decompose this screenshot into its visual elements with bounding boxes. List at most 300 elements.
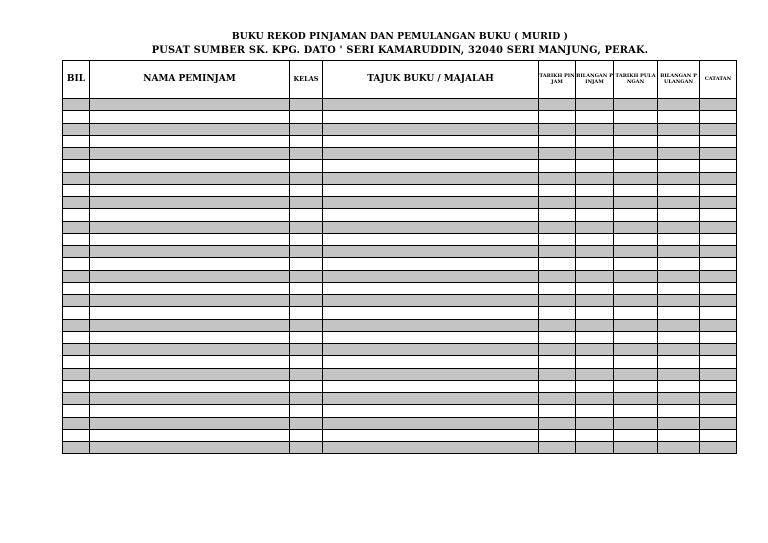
cell-bilangan-pulangan bbox=[658, 319, 700, 331]
cell-kelas bbox=[290, 233, 323, 245]
cell-catatan bbox=[700, 442, 737, 454]
cell-bilangan-pinjam bbox=[576, 221, 614, 233]
cell-bil bbox=[63, 135, 90, 147]
cell-tarikh-pulangan bbox=[614, 356, 658, 368]
col-header-catatan: CATATAN bbox=[700, 61, 737, 99]
cell-tajuk bbox=[323, 319, 539, 331]
cell-tarikh-pinjam bbox=[539, 442, 576, 454]
cell-bil bbox=[63, 442, 90, 454]
cell-bil bbox=[63, 246, 90, 258]
cell-kelas bbox=[290, 258, 323, 270]
cell-tarikh-pulangan bbox=[614, 417, 658, 429]
cell-bil bbox=[63, 417, 90, 429]
cell-kelas bbox=[290, 282, 323, 294]
cell-tarikh-pulangan bbox=[614, 148, 658, 160]
cell-tarikh-pinjam bbox=[539, 393, 576, 405]
cell-tarikh-pinjam bbox=[539, 368, 576, 380]
cell-bilangan-pulangan bbox=[658, 111, 700, 123]
cell-bil bbox=[63, 282, 90, 294]
cell-catatan bbox=[700, 307, 737, 319]
cell-nama-peminjam bbox=[90, 135, 290, 147]
cell-catatan bbox=[700, 99, 737, 111]
cell-nama-peminjam bbox=[90, 184, 290, 196]
cell-tajuk bbox=[323, 393, 539, 405]
table-row bbox=[63, 246, 737, 258]
cell-nama-peminjam bbox=[90, 270, 290, 282]
cell-kelas bbox=[290, 295, 323, 307]
table-row bbox=[63, 160, 737, 172]
cell-bilangan-pinjam bbox=[576, 258, 614, 270]
cell-kelas bbox=[290, 307, 323, 319]
cell-bilangan-pulangan bbox=[658, 221, 700, 233]
cell-tajuk bbox=[323, 221, 539, 233]
cell-bilangan-pinjam bbox=[576, 123, 614, 135]
header-row bbox=[63, 61, 737, 99]
cell-kelas bbox=[290, 111, 323, 123]
cell-tarikh-pinjam bbox=[539, 148, 576, 160]
col-header-tarikh-pinjam: TARIKH PINJAM bbox=[539, 61, 576, 99]
cell-kelas bbox=[290, 331, 323, 343]
cell-kelas bbox=[290, 221, 323, 233]
cell-bilangan-pulangan bbox=[658, 123, 700, 135]
cell-tarikh-pinjam bbox=[539, 270, 576, 282]
cell-bilangan-pinjam bbox=[576, 135, 614, 147]
cell-bilangan-pulangan bbox=[658, 368, 700, 380]
cell-tarikh-pinjam bbox=[539, 307, 576, 319]
cell-tarikh-pinjam bbox=[539, 356, 576, 368]
cell-kelas bbox=[290, 442, 323, 454]
cell-bil bbox=[63, 356, 90, 368]
table-row bbox=[63, 282, 737, 294]
cell-tarikh-pinjam bbox=[539, 197, 576, 209]
cell-nama-peminjam bbox=[90, 295, 290, 307]
cell-kelas bbox=[290, 123, 323, 135]
cell-bilangan-pinjam bbox=[576, 246, 614, 258]
cell-bilangan-pinjam bbox=[576, 356, 614, 368]
col-header-bil: BIL bbox=[63, 61, 90, 99]
cell-nama-peminjam bbox=[90, 356, 290, 368]
col-header-nama-peminjam: NAMA PEMINJAM bbox=[90, 61, 290, 99]
form-title: BUKU REKOD PINJAMAN DAN PEMULANGAN BUKU ( MURID ) bbox=[231, 31, 569, 42]
cell-bilangan-pinjam bbox=[576, 295, 614, 307]
cell-bilangan-pinjam bbox=[576, 282, 614, 294]
cell-tarikh-pulangan bbox=[614, 160, 658, 172]
cell-bil bbox=[63, 172, 90, 184]
cell-bilangan-pulangan bbox=[658, 417, 700, 429]
cell-tajuk bbox=[323, 368, 539, 380]
table-row bbox=[63, 148, 737, 160]
cell-catatan bbox=[700, 344, 737, 356]
cell-bilangan-pulangan bbox=[658, 197, 700, 209]
cell-nama-peminjam bbox=[90, 148, 290, 160]
cell-bilangan-pinjam bbox=[576, 99, 614, 111]
cell-kelas bbox=[290, 429, 323, 441]
cell-tarikh-pinjam bbox=[539, 417, 576, 429]
cell-bilangan-pinjam bbox=[576, 393, 614, 405]
cell-tajuk bbox=[323, 209, 539, 221]
table-row bbox=[63, 172, 737, 184]
cell-tajuk bbox=[323, 111, 539, 123]
cell-nama-peminjam bbox=[90, 123, 290, 135]
cell-nama-peminjam bbox=[90, 368, 290, 380]
cell-bilangan-pulangan bbox=[658, 209, 700, 221]
cell-tarikh-pinjam bbox=[539, 344, 576, 356]
col-header-tajuk: TAJUK BUKU / MAJALAH bbox=[323, 61, 539, 99]
cell-kelas bbox=[290, 344, 323, 356]
table-row bbox=[63, 405, 737, 417]
cell-tarikh-pinjam bbox=[539, 295, 576, 307]
cell-bil bbox=[63, 380, 90, 392]
cell-tarikh-pulangan bbox=[614, 221, 658, 233]
cell-tarikh-pinjam bbox=[539, 123, 576, 135]
cell-tarikh-pinjam bbox=[539, 380, 576, 392]
cell-catatan bbox=[700, 160, 737, 172]
cell-bilangan-pinjam bbox=[576, 417, 614, 429]
cell-tajuk bbox=[323, 344, 539, 356]
cell-nama-peminjam bbox=[90, 307, 290, 319]
table-row bbox=[63, 307, 737, 319]
table-row bbox=[63, 221, 737, 233]
cell-catatan bbox=[700, 258, 737, 270]
table-row bbox=[63, 270, 737, 282]
cell-catatan bbox=[700, 221, 737, 233]
cell-tarikh-pulangan bbox=[614, 405, 658, 417]
table-row bbox=[63, 344, 737, 356]
col-header-tarikh-pulangan: TARIKH PULANGAN bbox=[614, 61, 658, 99]
table-row bbox=[63, 209, 737, 221]
cell-kelas bbox=[290, 99, 323, 111]
cell-tajuk bbox=[323, 184, 539, 196]
cell-nama-peminjam bbox=[90, 429, 290, 441]
cell-bil bbox=[63, 160, 90, 172]
cell-bil bbox=[63, 197, 90, 209]
cell-bilangan-pinjam bbox=[576, 331, 614, 343]
cell-catatan bbox=[700, 197, 737, 209]
cell-bilangan-pulangan bbox=[658, 442, 700, 454]
cell-catatan bbox=[700, 295, 737, 307]
cell-tarikh-pulangan bbox=[614, 258, 658, 270]
cell-nama-peminjam bbox=[90, 417, 290, 429]
table-row bbox=[63, 393, 737, 405]
cell-bilangan-pulangan bbox=[658, 295, 700, 307]
cell-catatan bbox=[700, 429, 737, 441]
cell-bilangan-pinjam bbox=[576, 429, 614, 441]
cell-tajuk bbox=[323, 307, 539, 319]
col-header-kelas: KELAS bbox=[290, 61, 323, 99]
cell-bil bbox=[63, 393, 90, 405]
cell-nama-peminjam bbox=[90, 172, 290, 184]
cell-bilangan-pinjam bbox=[576, 270, 614, 282]
table-row bbox=[63, 111, 737, 123]
cell-bilangan-pulangan bbox=[658, 184, 700, 196]
cell-bil bbox=[63, 344, 90, 356]
cell-kelas bbox=[290, 148, 323, 160]
cell-tarikh-pinjam bbox=[539, 405, 576, 417]
cell-bilangan-pinjam bbox=[576, 405, 614, 417]
cell-tarikh-pulangan bbox=[614, 172, 658, 184]
cell-tarikh-pinjam bbox=[539, 111, 576, 123]
cell-tajuk bbox=[323, 135, 539, 147]
cell-tajuk bbox=[323, 417, 539, 429]
table-body bbox=[63, 99, 737, 454]
cell-tajuk bbox=[323, 123, 539, 135]
cell-catatan bbox=[700, 393, 737, 405]
cell-catatan bbox=[700, 270, 737, 282]
cell-catatan bbox=[700, 172, 737, 184]
cell-tajuk bbox=[323, 282, 539, 294]
table-row bbox=[63, 319, 737, 331]
cell-bilangan-pulangan bbox=[658, 233, 700, 245]
cell-bil bbox=[63, 295, 90, 307]
cell-bilangan-pinjam bbox=[576, 148, 614, 160]
cell-bilangan-pulangan bbox=[658, 99, 700, 111]
cell-tarikh-pulangan bbox=[614, 209, 658, 221]
cell-bilangan-pulangan bbox=[658, 148, 700, 160]
table-row bbox=[63, 184, 737, 196]
cell-bilangan-pulangan bbox=[658, 331, 700, 343]
cell-tajuk bbox=[323, 160, 539, 172]
cell-bilangan-pinjam bbox=[576, 184, 614, 196]
cell-nama-peminjam bbox=[90, 319, 290, 331]
cell-tajuk bbox=[323, 258, 539, 270]
cell-bilangan-pulangan bbox=[658, 380, 700, 392]
cell-tajuk bbox=[323, 270, 539, 282]
cell-bilangan-pinjam bbox=[576, 160, 614, 172]
table-row bbox=[63, 233, 737, 245]
table-row bbox=[63, 197, 737, 209]
cell-kelas bbox=[290, 172, 323, 184]
table-row bbox=[63, 417, 737, 429]
cell-bilangan-pinjam bbox=[576, 111, 614, 123]
cell-catatan bbox=[700, 246, 737, 258]
cell-catatan bbox=[700, 148, 737, 160]
cell-tarikh-pulangan bbox=[614, 442, 658, 454]
cell-nama-peminjam bbox=[90, 246, 290, 258]
cell-bil bbox=[63, 99, 90, 111]
cell-tarikh-pulangan bbox=[614, 282, 658, 294]
cell-nama-peminjam bbox=[90, 197, 290, 209]
cell-tajuk bbox=[323, 429, 539, 441]
cell-kelas bbox=[290, 209, 323, 221]
cell-bilangan-pulangan bbox=[658, 356, 700, 368]
cell-bil bbox=[63, 429, 90, 441]
cell-nama-peminjam bbox=[90, 233, 290, 245]
cell-tarikh-pinjam bbox=[539, 282, 576, 294]
cell-catatan bbox=[700, 111, 737, 123]
cell-kelas bbox=[290, 417, 323, 429]
cell-bilangan-pulangan bbox=[658, 282, 700, 294]
cell-tarikh-pinjam bbox=[539, 209, 576, 221]
cell-bil bbox=[63, 184, 90, 196]
cell-tarikh-pulangan bbox=[614, 344, 658, 356]
cell-kelas bbox=[290, 319, 323, 331]
cell-tajuk bbox=[323, 148, 539, 160]
cell-bilangan-pulangan bbox=[658, 393, 700, 405]
table-row bbox=[63, 135, 737, 147]
cell-catatan bbox=[700, 319, 737, 331]
cell-bil bbox=[63, 258, 90, 270]
cell-kelas bbox=[290, 135, 323, 147]
cell-bilangan-pinjam bbox=[576, 380, 614, 392]
cell-tarikh-pinjam bbox=[539, 160, 576, 172]
table-row bbox=[63, 99, 737, 111]
cell-bil bbox=[63, 233, 90, 245]
cell-tajuk bbox=[323, 172, 539, 184]
cell-kelas bbox=[290, 197, 323, 209]
table-row bbox=[63, 295, 737, 307]
cell-bilangan-pulangan bbox=[658, 405, 700, 417]
cell-bilangan-pinjam bbox=[576, 209, 614, 221]
cell-tarikh-pinjam bbox=[539, 319, 576, 331]
cell-tajuk bbox=[323, 331, 539, 343]
cell-tarikh-pulangan bbox=[614, 429, 658, 441]
cell-tarikh-pinjam bbox=[539, 331, 576, 343]
cell-bil bbox=[63, 405, 90, 417]
cell-tarikh-pulangan bbox=[614, 270, 658, 282]
form-subtitle: PUSAT SUMBER SK. KPG. DATO ' SERI KAMARUDDIN, 32040 SERI MANJUNG, PERAK. bbox=[151, 45, 649, 56]
cell-bilangan-pulangan bbox=[658, 172, 700, 184]
cell-tarikh-pulangan bbox=[614, 393, 658, 405]
cell-kelas bbox=[290, 184, 323, 196]
cell-tajuk bbox=[323, 380, 539, 392]
cell-kelas bbox=[290, 380, 323, 392]
cell-bilangan-pulangan bbox=[658, 246, 700, 258]
cell-catatan bbox=[700, 135, 737, 147]
cell-tarikh-pulangan bbox=[614, 319, 658, 331]
cell-tarikh-pulangan bbox=[614, 246, 658, 258]
cell-catatan bbox=[700, 233, 737, 245]
cell-tarikh-pinjam bbox=[539, 246, 576, 258]
cell-tarikh-pulangan bbox=[614, 135, 658, 147]
cell-tajuk bbox=[323, 405, 539, 417]
cell-tarikh-pulangan bbox=[614, 380, 658, 392]
cell-bilangan-pinjam bbox=[576, 307, 614, 319]
cell-bilangan-pinjam bbox=[576, 368, 614, 380]
table-row bbox=[63, 331, 737, 343]
cell-bilangan-pulangan bbox=[658, 344, 700, 356]
cell-tarikh-pinjam bbox=[539, 258, 576, 270]
cell-catatan bbox=[700, 368, 737, 380]
cell-tarikh-pulangan bbox=[614, 99, 658, 111]
cell-tarikh-pinjam bbox=[539, 172, 576, 184]
cell-kelas bbox=[290, 405, 323, 417]
cell-tarikh-pulangan bbox=[614, 123, 658, 135]
table-row bbox=[63, 380, 737, 392]
cell-bil bbox=[63, 319, 90, 331]
cell-nama-peminjam bbox=[90, 221, 290, 233]
cell-nama-peminjam bbox=[90, 258, 290, 270]
cell-bil bbox=[63, 123, 90, 135]
cell-bilangan-pulangan bbox=[658, 429, 700, 441]
cell-nama-peminjam bbox=[90, 331, 290, 343]
cell-nama-peminjam bbox=[90, 405, 290, 417]
cell-catatan bbox=[700, 356, 737, 368]
cell-kelas bbox=[290, 160, 323, 172]
cell-nama-peminjam bbox=[90, 442, 290, 454]
cell-tajuk bbox=[323, 233, 539, 245]
cell-tarikh-pulangan bbox=[614, 368, 658, 380]
table-row bbox=[63, 258, 737, 270]
cell-nama-peminjam bbox=[90, 282, 290, 294]
col-header-bilangan-pulangan: BILANGAN PULANGAN bbox=[658, 61, 700, 99]
cell-tarikh-pulangan bbox=[614, 295, 658, 307]
cell-tajuk bbox=[323, 99, 539, 111]
cell-catatan bbox=[700, 331, 737, 343]
table-row bbox=[63, 368, 737, 380]
cell-tajuk bbox=[323, 246, 539, 258]
cell-tarikh-pulangan bbox=[614, 307, 658, 319]
cell-nama-peminjam bbox=[90, 209, 290, 221]
cell-catatan bbox=[700, 123, 737, 135]
cell-tarikh-pulangan bbox=[614, 184, 658, 196]
cell-kelas bbox=[290, 368, 323, 380]
cell-bilangan-pulangan bbox=[658, 307, 700, 319]
cell-kelas bbox=[290, 270, 323, 282]
cell-bilangan-pinjam bbox=[576, 442, 614, 454]
cell-tajuk bbox=[323, 356, 539, 368]
cell-tarikh-pulangan bbox=[614, 233, 658, 245]
cell-bilangan-pulangan bbox=[658, 135, 700, 147]
cell-tarikh-pinjam bbox=[539, 429, 576, 441]
cell-catatan bbox=[700, 209, 737, 221]
cell-tajuk bbox=[323, 295, 539, 307]
cell-bil bbox=[63, 221, 90, 233]
cell-tarikh-pulangan bbox=[614, 111, 658, 123]
cell-catatan bbox=[700, 380, 737, 392]
cell-catatan bbox=[700, 405, 737, 417]
cell-bilangan-pinjam bbox=[576, 233, 614, 245]
cell-nama-peminjam bbox=[90, 380, 290, 392]
table-row bbox=[63, 442, 737, 454]
cell-tarikh-pinjam bbox=[539, 221, 576, 233]
cell-nama-peminjam bbox=[90, 160, 290, 172]
cell-bilangan-pinjam bbox=[576, 344, 614, 356]
table-row bbox=[63, 429, 737, 441]
cell-catatan bbox=[700, 282, 737, 294]
cell-tajuk bbox=[323, 197, 539, 209]
cell-bil bbox=[63, 111, 90, 123]
cell-nama-peminjam bbox=[90, 393, 290, 405]
cell-bilangan-pinjam bbox=[576, 197, 614, 209]
cell-tarikh-pinjam bbox=[539, 233, 576, 245]
cell-tarikh-pinjam bbox=[539, 184, 576, 196]
cell-catatan bbox=[700, 184, 737, 196]
cell-bil bbox=[63, 331, 90, 343]
table-row bbox=[63, 123, 737, 135]
col-header-bilangan-pinjam: BILANGAN PINJAM bbox=[576, 61, 614, 99]
cell-bil bbox=[63, 209, 90, 221]
cell-bilangan-pulangan bbox=[658, 270, 700, 282]
cell-nama-peminjam bbox=[90, 111, 290, 123]
cell-bil bbox=[63, 368, 90, 380]
cell-catatan bbox=[700, 417, 737, 429]
cell-kelas bbox=[290, 356, 323, 368]
cell-bil bbox=[63, 270, 90, 282]
cell-bilangan-pulangan bbox=[658, 160, 700, 172]
cell-kelas bbox=[290, 246, 323, 258]
cell-tarikh-pulangan bbox=[614, 197, 658, 209]
borrowing-record-table bbox=[62, 60, 737, 454]
cell-tarikh-pinjam bbox=[539, 99, 576, 111]
cell-bilangan-pinjam bbox=[576, 172, 614, 184]
cell-bil bbox=[63, 148, 90, 160]
cell-bilangan-pinjam bbox=[576, 319, 614, 331]
table-row bbox=[63, 356, 737, 368]
cell-nama-peminjam bbox=[90, 344, 290, 356]
cell-nama-peminjam bbox=[90, 99, 290, 111]
cell-tajuk bbox=[323, 442, 539, 454]
cell-tarikh-pulangan bbox=[614, 331, 658, 343]
